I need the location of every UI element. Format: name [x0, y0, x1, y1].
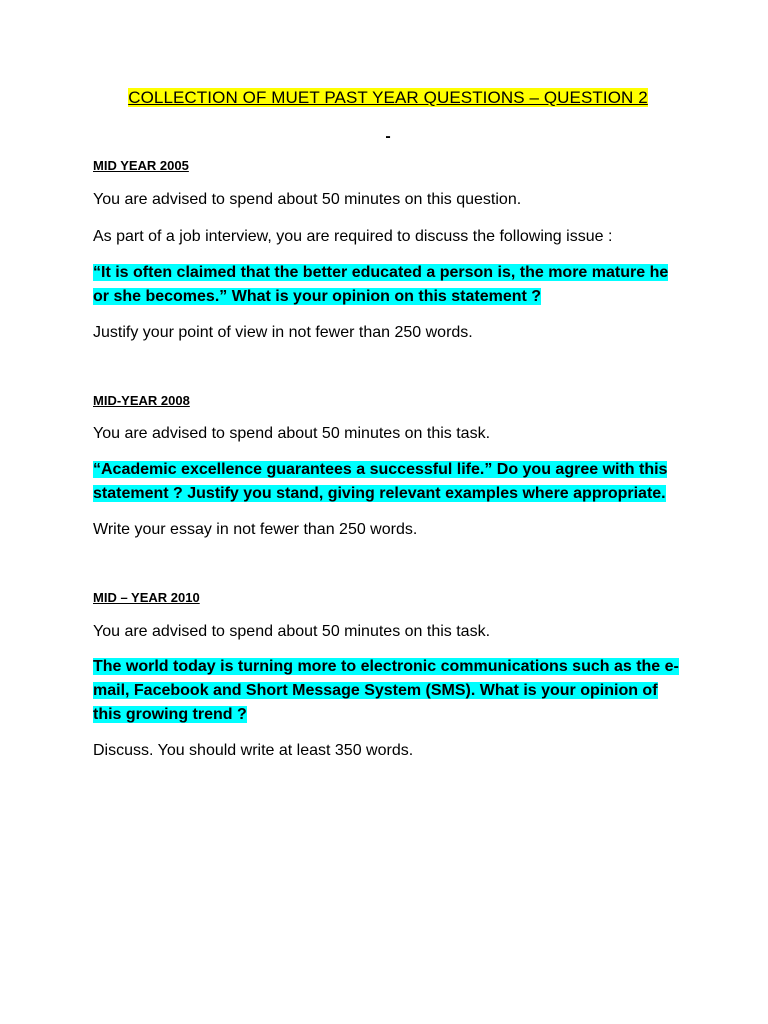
section-closing: Justify your point of view in not fewer than 250 words. [93, 324, 473, 341]
section-heading: MID-YEAR 2008 [93, 393, 190, 408]
section-heading: MID – YEAR 2010 [93, 590, 200, 605]
section-prompt [93, 655, 683, 727]
title-container [93, 88, 683, 108]
title-separator: - [385, 128, 391, 145]
prompt-highlighted-text: “Academic excellence guarantees a successful life.” Do you agree with this statement ? Justify you stand, giving relevant examples where appropriate. [93, 461, 668, 502]
section-instruction: You are advised to spend about 50 minutes on this question. [93, 191, 522, 208]
prompt-highlighted-text: The world today is turning more to electronic communications such as the e-mail, Facebook and Short Message System (SMS). What is your opinion of this growing trend ? [93, 658, 679, 723]
section-closing: Write your essay in not fewer than 250 words. [93, 521, 418, 538]
document-page [93, 0, 683, 1024]
prompt-highlighted-text: “It is often claimed that the better educated a person is, the more mature he or she becomes.” What is your opinion on this statement ? [93, 264, 669, 305]
section-instruction: You are advised to spend about 50 minutes on this task. [93, 425, 491, 442]
section-heading: MID YEAR 2005 [93, 158, 189, 173]
section-context: As part of a job interview, you are required to discuss the following issue : [93, 228, 613, 245]
section-closing: Discuss. You should write at least 350 words. [93, 742, 414, 759]
section-prompt [93, 261, 683, 309]
document-title: COLLECTION OF MUET PAST YEAR QUESTIONS – QUESTION 2 [128, 88, 648, 107]
section-instruction: You are advised to spend about 50 minutes on this task. [93, 623, 491, 640]
section-prompt [93, 458, 683, 506]
